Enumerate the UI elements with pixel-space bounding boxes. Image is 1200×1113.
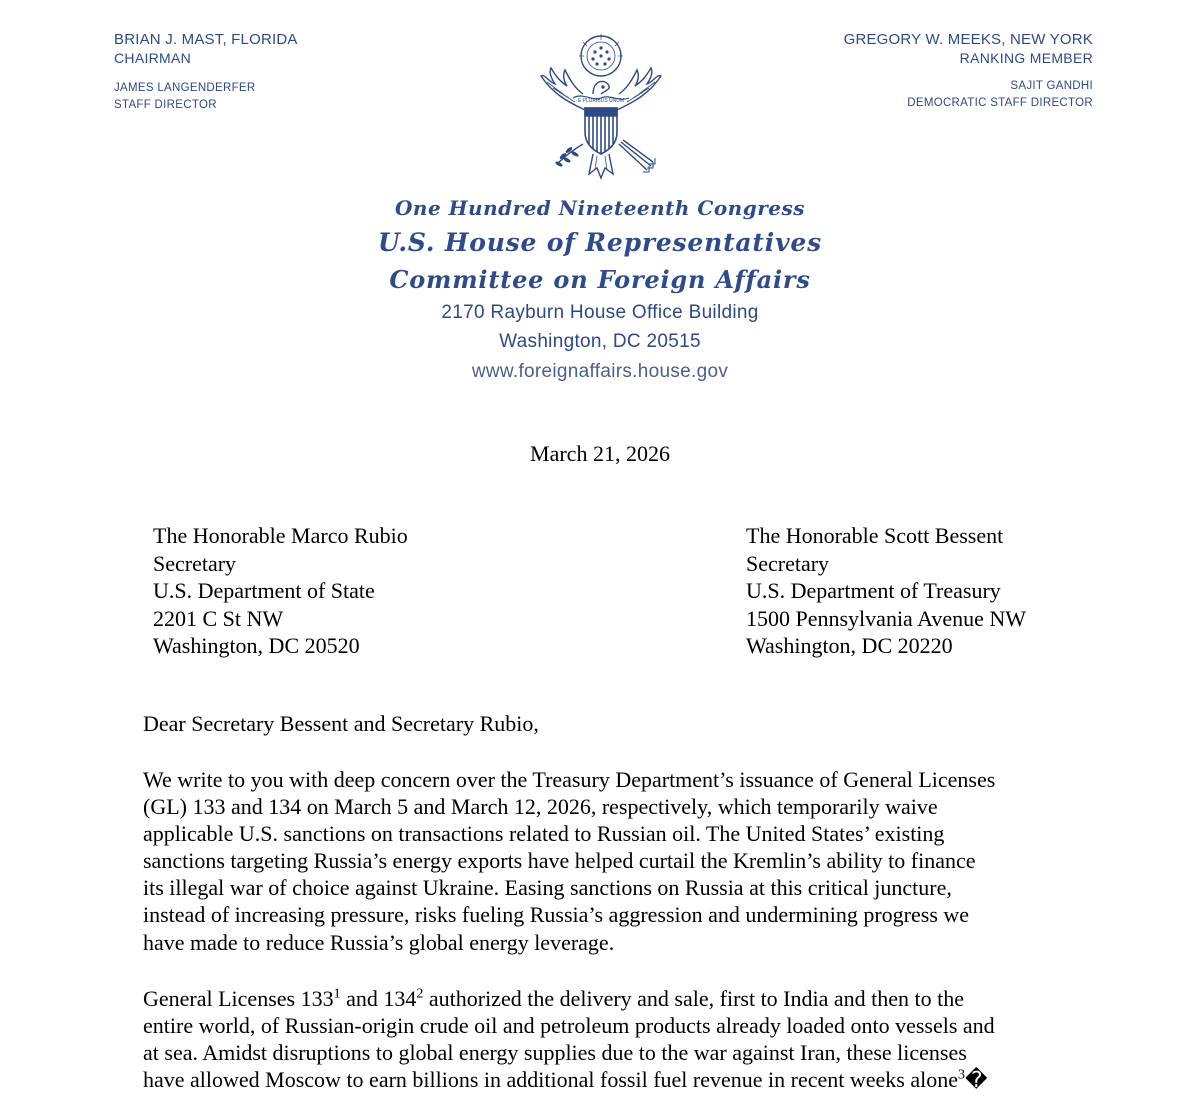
recipient-city: Washington, DC 20220 — [746, 633, 953, 658]
recipient-name: The Honorable Scott Bessent — [746, 523, 1004, 548]
footnote-ref[interactable]: 3 — [957, 1067, 965, 1083]
staff-director-title: STAFF DIRECTOR — [114, 99, 217, 111]
recipient-department: U.S. Department of State — [153, 578, 375, 603]
house-heading: U.S. House of Representatives — [378, 228, 822, 257]
chairman-name: BRIAN J. MAST, FLORIDA — [114, 31, 298, 48]
address-line1: 2170 Rayburn House Office Building — [441, 302, 759, 323]
body-paragraph-1 — [143, 766, 1103, 956]
paragraph-line: sanctions targeting Russia’s energy exports have helped curtail the Kremlin’s ability to finance — [143, 848, 976, 874]
staff-director-name: JAMES LANGENDERFER — [114, 82, 256, 94]
paragraph-line: applicable U.S. sanctions on transactions related to Russian oil. The United States’ existing — [143, 821, 945, 847]
ranking-member-name: GREGORY W. MEEKS, NEW YORK — [843, 31, 1093, 48]
paragraph-line: have allowed Moscow to earn billions in additional fossil fuel revenue in recent weeks alone$^3$� — [143, 1067, 988, 1093]
dem-staff-name: SAJIT GANDHI — [1010, 80, 1093, 92]
congress-heading: One Hundred Nineteenth Congress — [394, 196, 805, 220]
recipient-street: 2201 C St NW — [153, 605, 284, 631]
recipient-city: Washington, DC 20520 — [153, 633, 360, 658]
header-right — [844, 30, 1093, 112]
recipient-department: U.S. Department of Treasury — [746, 578, 1001, 603]
seal-motto: E PLURIBUS UNUM — [577, 98, 625, 104]
paragraph-line: (GL) 133 and 134 on March 5 and March 12, 2026, respectively, which temporarily waive — [143, 794, 938, 820]
salutation: Dear Secretary Bessent and Secretary Rubio, — [143, 711, 539, 736]
committee-heading: Committee on Foreign Affairs — [389, 265, 811, 294]
recipient-title: Secretary — [153, 550, 237, 576]
paragraph-line: at sea. Amidst disruptions to global energy supplies due to the war against Iran, these licenses — [143, 1040, 967, 1066]
recipient-block-state — [153, 522, 408, 660]
footnote-ref[interactable]: 2 — [416, 986, 424, 1002]
header-left — [114, 30, 298, 114]
recipient-street: 1500 Pennsylvania Avenue NW — [746, 605, 1027, 631]
recipient-name: The Honorable Marco Rubio — [153, 523, 408, 548]
paragraph-line: have made to reduce Russia’s global energy leverage. — [143, 929, 615, 955]
paragraph-line: entire world, of Russian-origin crude oil and petroleum products already loaded onto vessels and — [143, 1013, 995, 1039]
paragraph-line: instead of increasing pressure, risks fueling Russia’s aggression and undermining progress we — [143, 902, 970, 928]
address-line2: Washington, DC 20515 — [499, 331, 701, 352]
letter-date: March 21, 2026 — [530, 441, 670, 466]
footnote-ref[interactable]: 1 — [333, 986, 341, 1002]
recipient-title: Secretary — [746, 550, 830, 576]
dem-staff-title: DEMOCRATIC STAFF DIRECTOR — [907, 97, 1093, 109]
recipient-block-treasury — [746, 522, 1026, 660]
body-paragraph-2 — [143, 985, 1103, 1093]
paragraph-line: We write to you with deep concern over the Treasury Department’s issuance of General Licenses — [143, 767, 996, 792]
paragraph-line: General Licenses $133^1$ and $134^2$ authorized the delivery and sale, first to India and then to the — [143, 986, 965, 1011]
website-link[interactable]: www.foreignaffairs.house.gov — [471, 361, 729, 382]
ranking-member-title: RANKING MEMBER — [959, 50, 1093, 66]
great-seal-icon — [523, 32, 679, 192]
paragraph-line: its illegal war of choice against Ukraine. Easing sanctions on Russia at this critical juncture, — [143, 875, 952, 901]
chairman-title: CHAIRMAN — [114, 50, 192, 66]
